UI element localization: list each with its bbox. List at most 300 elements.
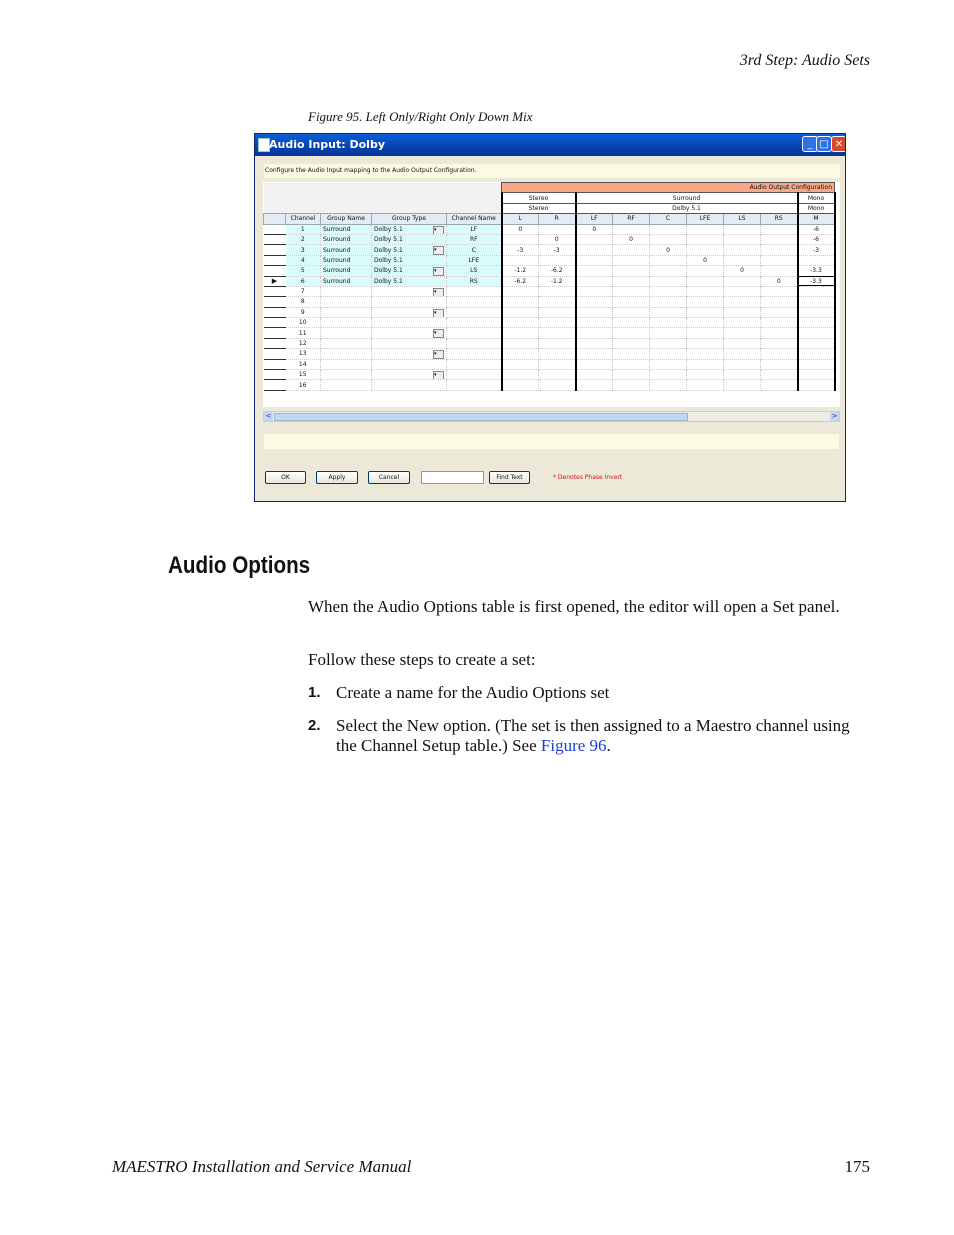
table-cell[interactable]: 14 [286,359,321,369]
column-header[interactable]: L [502,214,539,224]
table-cell[interactable] [502,338,539,348]
grid-corner [264,193,502,203]
table-cell[interactable] [613,286,650,296]
table-cell[interactable]: LS [447,266,502,276]
audio-input-dialog [254,133,846,502]
table-cell[interactable] [372,318,447,328]
row-selector[interactable] [264,224,286,234]
table-cell[interactable] [724,318,761,328]
table-cell[interactable] [798,380,835,390]
table-cell[interactable] [321,349,372,359]
table-cell[interactable] [576,297,613,307]
table-cell[interactable] [447,328,502,338]
table-cell[interactable] [761,286,798,296]
table-cell[interactable]: 0 [502,224,539,234]
table-cell[interactable]: -6 [798,224,835,234]
table-cell[interactable] [687,307,724,317]
table-cell[interactable] [539,286,576,296]
table-cell[interactable] [447,286,502,296]
table-cell[interactable] [321,286,372,296]
group-header-mono: Mono [798,193,835,203]
table-cell[interactable] [724,359,761,369]
table-cell[interactable] [613,224,650,234]
table-row[interactable] [264,370,835,380]
row-selector[interactable] [264,380,286,390]
table-cell[interactable]: -1.2 [502,266,539,276]
table-cell[interactable] [539,297,576,307]
table-cell[interactable]: 5 [286,266,321,276]
status-bar [264,434,839,449]
row-selector[interactable] [264,297,286,307]
table-cell[interactable] [321,297,372,307]
table-cell[interactable] [502,286,539,296]
row-selector[interactable] [264,245,286,255]
column-header[interactable]: M [798,214,835,224]
table-cell[interactable] [650,370,687,380]
table-cell[interactable] [372,370,447,380]
table-cell[interactable] [502,370,539,380]
table-cell[interactable] [613,359,650,369]
table-cell[interactable]: 6 [286,276,321,286]
table-cell[interactable] [650,297,687,307]
table-cell[interactable] [539,224,576,234]
row-selector[interactable] [264,307,286,317]
table-cell[interactable] [613,318,650,328]
table-cell[interactable] [724,380,761,390]
row-header-corner [264,214,286,224]
step-text-body: Select the New option. (The set is then assigned to a Maestro channel using the Channel Setup table.) See [336,716,850,755]
footer-manual-title: MAESTRO Installation and Service Manual [112,1157,412,1176]
table-cell[interactable] [613,276,650,286]
subgroup-header-stereo: Stereo [502,203,576,213]
table-cell[interactable] [650,266,687,276]
column-header[interactable]: Group Type [372,214,447,224]
table-cell[interactable] [724,255,761,265]
table-cell[interactable] [761,318,798,328]
table-row[interactable] [264,297,835,307]
table-cell[interactable]: -3 [539,245,576,255]
table-row[interactable] [264,359,835,369]
table-cell[interactable] [321,328,372,338]
table-cell[interactable] [724,297,761,307]
table-cell[interactable] [724,286,761,296]
table-cell[interactable] [798,370,835,380]
figure-caption: Figure 95. Left Only/Right Only Down Mix [308,109,533,124]
table-row[interactable] [264,318,835,328]
table-cell[interactable] [761,234,798,244]
row-selector[interactable] [264,318,286,328]
table-cell[interactable]: Surround [321,245,372,255]
chevron-down-icon[interactable]: ▾ [433,288,444,297]
dialog-title-bar[interactable] [255,134,845,156]
table-cell[interactable]: Surround [321,224,372,234]
table-cell[interactable] [576,328,613,338]
scroll-left-icon[interactable]: < [265,412,272,420]
maximize-button[interactable]: □ [816,136,832,152]
table-cell[interactable] [687,276,724,286]
table-cell[interactable] [761,370,798,380]
table-cell[interactable] [687,224,724,234]
close-button[interactable]: ✕ [831,136,846,152]
find-text-button[interactable]: Find Text [489,471,530,484]
column-header[interactable]: Channel [286,214,321,224]
table-cell[interactable] [539,349,576,359]
table-cell[interactable] [447,297,502,307]
table-cell[interactable]: 7 [286,286,321,296]
table-cell[interactable] [502,349,539,359]
table-row[interactable] [264,338,835,348]
table-cell[interactable] [447,318,502,328]
table-cell[interactable]: 11 [286,328,321,338]
row-selector[interactable] [264,328,286,338]
group-type-value: Dolby 5.1 [374,225,403,233]
table-cell[interactable] [687,338,724,348]
table-cell[interactable] [613,338,650,348]
table-cell[interactable] [576,380,613,390]
chevron-down-icon[interactable]: ▾ [433,246,444,255]
column-header[interactable]: LF [576,214,613,224]
grid-corner [264,203,502,213]
table-cell[interactable] [321,370,372,380]
section-title: Audio Options [168,552,311,579]
table-cell[interactable] [724,349,761,359]
table-cell[interactable] [576,266,613,276]
table-cell[interactable] [576,338,613,348]
table-cell[interactable]: 0 [650,245,687,255]
output-config-header: Audio Output Configuration [502,183,835,193]
table-cell[interactable] [576,370,613,380]
cancel-button[interactable]: Cancel [368,471,410,484]
table-cell[interactable]: 3 [286,245,321,255]
table-cell[interactable] [761,307,798,317]
table-cell[interactable] [687,245,724,255]
table-cell[interactable]: -3 [798,245,835,255]
table-cell[interactable] [650,255,687,265]
table-cell[interactable] [650,234,687,244]
row-selector[interactable] [264,234,286,244]
table-cell[interactable]: 8 [286,297,321,307]
table-cell[interactable]: 9 [286,307,321,317]
table-row[interactable] [264,286,835,296]
column-header[interactable]: Channel Name [447,214,502,224]
chevron-down-icon[interactable]: ▾ [433,309,444,318]
table-cell[interactable]: LF [447,224,502,234]
group-header-stereo: Stereo [502,193,576,203]
table-cell[interactable] [613,255,650,265]
table-cell[interactable] [539,359,576,369]
table-cell[interactable] [761,255,798,265]
table-cell[interactable] [761,224,798,234]
table-cell[interactable]: -3.3 [798,266,835,276]
table-cell[interactable] [798,318,835,328]
table-cell[interactable]: 15 [286,370,321,380]
table-cell[interactable] [613,380,650,390]
table-cell[interactable] [798,255,835,265]
table-cell[interactable] [502,234,539,244]
table-cell[interactable] [650,380,687,390]
grid-corner [264,183,502,193]
table-cell[interactable] [576,307,613,317]
step-text: Create a name for the Audio Options set [336,683,610,702]
row-selector[interactable] [264,359,286,369]
step-text [336,716,868,756]
table-cell[interactable] [650,286,687,296]
row-selector[interactable] [264,338,286,348]
table-cell[interactable]: 0 [576,224,613,234]
table-cell[interactable]: Surround [321,276,372,286]
table-cell[interactable] [447,349,502,359]
table-cell[interactable] [447,370,502,380]
table-cell[interactable] [687,359,724,369]
table-cell[interactable]: 10 [286,318,321,328]
step-number: 2. [308,717,321,734]
table-cell[interactable] [798,359,835,369]
table-cell[interactable] [724,245,761,255]
table-row[interactable] [264,224,835,234]
table-cell[interactable]: Surround [321,266,372,276]
table-cell[interactable] [372,224,447,234]
table-row[interactable] [264,349,835,359]
table-cell[interactable]: RS [447,276,502,286]
step-text-end: . [606,736,611,755]
row-selector[interactable] [264,286,286,296]
table-cell[interactable] [724,338,761,348]
table-row[interactable] [264,266,835,276]
table-cell[interactable]: 2 [286,234,321,244]
table-cell[interactable]: -3 [502,245,539,255]
table-cell[interactable]: -1.2 [539,276,576,286]
scroll-thumb[interactable] [274,413,688,421]
table-cell[interactable] [613,370,650,380]
ok-button[interactable]: OK [265,471,306,484]
table-cell[interactable] [761,380,798,390]
table-cell[interactable] [502,307,539,317]
table-cell[interactable] [613,245,650,255]
table-cell[interactable] [613,328,650,338]
table-cell[interactable] [650,307,687,317]
table-cell[interactable] [576,255,613,265]
table-cell[interactable] [687,286,724,296]
table-cell[interactable] [576,359,613,369]
table-cell[interactable] [798,328,835,338]
table-cell[interactable] [724,307,761,317]
table-cell[interactable] [724,370,761,380]
table-cell[interactable]: Dolby 5.1 [372,276,447,286]
table-cell[interactable]: 0 [613,234,650,244]
footer-page-number: 175 [844,1157,870,1176]
table-cell[interactable] [576,245,613,255]
table-cell[interactable] [372,245,447,255]
table-cell[interactable] [613,297,650,307]
table-cell[interactable] [761,359,798,369]
table-cell[interactable] [798,297,835,307]
table-cell[interactable] [724,224,761,234]
table-cell[interactable] [650,276,687,286]
table-cell[interactable] [539,255,576,265]
table-cell[interactable] [650,224,687,234]
table-cell[interactable] [687,234,724,244]
table-cell[interactable] [687,266,724,276]
table-cell[interactable] [321,359,372,369]
steps-intro: Follow these steps to create a set: [308,650,536,669]
table-cell[interactable] [687,297,724,307]
step-number: 1. [308,684,321,701]
chevron-down-icon[interactable]: ▾ [433,267,444,276]
group-type-value: Dolby 5.1 [374,246,403,254]
table-cell[interactable] [447,380,502,390]
apply-button[interactable]: Apply [316,471,358,484]
table-row[interactable] [264,245,835,255]
table-cell[interactable] [372,338,447,348]
chevron-down-icon[interactable]: ▾ [433,226,444,235]
table-cell[interactable] [724,328,761,338]
table-cell[interactable] [372,307,447,317]
table-cell[interactable] [539,328,576,338]
table-cell[interactable] [539,370,576,380]
table-cell[interactable]: 0 [687,255,724,265]
table-cell[interactable] [372,297,447,307]
table-cell[interactable] [321,307,372,317]
table-cell[interactable] [761,338,798,348]
table-cell[interactable] [372,380,447,390]
table-cell[interactable] [761,349,798,359]
table-cell[interactable] [502,380,539,390]
table-cell[interactable] [724,276,761,286]
chevron-down-icon[interactable]: ▾ [433,329,444,338]
row-selector[interactable] [264,349,286,359]
table-cell[interactable]: -3.3 [798,276,835,286]
table-cell[interactable] [798,338,835,348]
table-cell[interactable]: Surround [321,234,372,244]
table-cell[interactable] [798,286,835,296]
horizontal-scrollbar[interactable] [263,411,840,422]
table-row[interactable] [264,255,835,265]
table-row[interactable] [264,307,835,317]
table-cell[interactable] [321,338,372,348]
table-cell[interactable] [502,318,539,328]
table-cell[interactable] [576,286,613,296]
table-cell[interactable] [761,328,798,338]
table-cell[interactable] [576,349,613,359]
row-selector[interactable]: ▶ [264,276,286,286]
chevron-down-icon[interactable]: ▾ [433,350,444,359]
table-cell[interactable] [724,234,761,244]
table-cell[interactable] [539,318,576,328]
table-cell[interactable]: -6.2 [502,276,539,286]
table-cell[interactable] [798,349,835,359]
table-cell[interactable]: 4 [286,255,321,265]
table-row[interactable] [264,276,835,286]
table-cell[interactable]: Dolby 5.1 [372,234,447,244]
table-cell[interactable] [321,380,372,390]
table-cell[interactable] [687,318,724,328]
table-cell[interactable] [576,276,613,286]
column-header[interactable]: Group Name [321,214,372,224]
table-cell[interactable] [539,380,576,390]
table-cell[interactable] [321,318,372,328]
table-cell[interactable] [372,328,447,338]
table-cell[interactable] [372,359,447,369]
table-cell[interactable] [650,359,687,369]
table-cell[interactable] [502,255,539,265]
table-cell[interactable] [650,349,687,359]
table-cell[interactable] [687,349,724,359]
table-cell[interactable] [576,234,613,244]
table-cell[interactable] [539,338,576,348]
table-cell[interactable]: -6.2 [539,266,576,276]
table-cell[interactable] [539,307,576,317]
table-row[interactable] [264,328,835,338]
table-cell[interactable] [798,307,835,317]
table-cell[interactable]: RF [447,234,502,244]
table-cell[interactable] [372,349,447,359]
table-cell[interactable] [447,359,502,369]
subgroup-header-dolby: Dolby 5.1 [576,203,798,213]
table-cell[interactable] [502,359,539,369]
table-cell[interactable] [761,245,798,255]
table-cell[interactable]: 12 [286,338,321,348]
table-cell[interactable]: Dolby 5.1 [372,255,447,265]
table-cell[interactable] [650,338,687,348]
column-header[interactable]: C [650,214,687,224]
table-row[interactable] [264,234,835,244]
table-cell[interactable]: 0 [724,266,761,276]
table-cell[interactable]: 0 [539,234,576,244]
table-cell[interactable] [761,297,798,307]
figure-96-link[interactable]: Figure 96 [540,736,607,755]
chevron-down-icon[interactable]: ▾ [433,371,444,380]
find-text-input[interactable] [421,471,484,484]
column-header[interactable]: RS [761,214,798,224]
table-cell[interactable]: C [447,245,502,255]
table-cell[interactable] [447,338,502,348]
table-cell[interactable]: -6 [798,234,835,244]
column-header[interactable]: LS [724,214,761,224]
table-cell[interactable] [613,307,650,317]
table-cell[interactable] [576,318,613,328]
table-row[interactable] [264,380,835,390]
table-cell[interactable] [502,297,539,307]
table-cell[interactable] [372,266,447,276]
scroll-right-icon[interactable]: > [831,412,838,420]
table-cell[interactable]: 1 [286,224,321,234]
column-header[interactable]: R [539,214,576,224]
table-cell[interactable] [502,328,539,338]
table-cell[interactable] [613,349,650,359]
table-cell[interactable] [687,380,724,390]
table-cell[interactable]: 0 [761,276,798,286]
row-selector[interactable] [264,266,286,276]
table-cell[interactable]: LFE [447,255,502,265]
table-cell[interactable] [687,370,724,380]
table-cell[interactable] [650,328,687,338]
table-cell[interactable] [613,266,650,276]
column-header[interactable]: LFE [687,214,724,224]
table-cell[interactable] [372,286,447,296]
table-cell[interactable] [687,328,724,338]
dialog-title: Audio Input: Dolby [269,138,385,151]
table-cell[interactable]: Surround [321,255,372,265]
row-selector[interactable] [264,255,286,265]
table-cell[interactable]: 16 [286,380,321,390]
table-cell[interactable] [650,318,687,328]
minimize-button[interactable]: _ [802,136,818,152]
column-header[interactable]: RF [613,214,650,224]
table-cell[interactable] [447,307,502,317]
row-selector[interactable] [264,370,286,380]
table-cell[interactable] [761,266,798,276]
table-cell[interactable]: 13 [286,349,321,359]
